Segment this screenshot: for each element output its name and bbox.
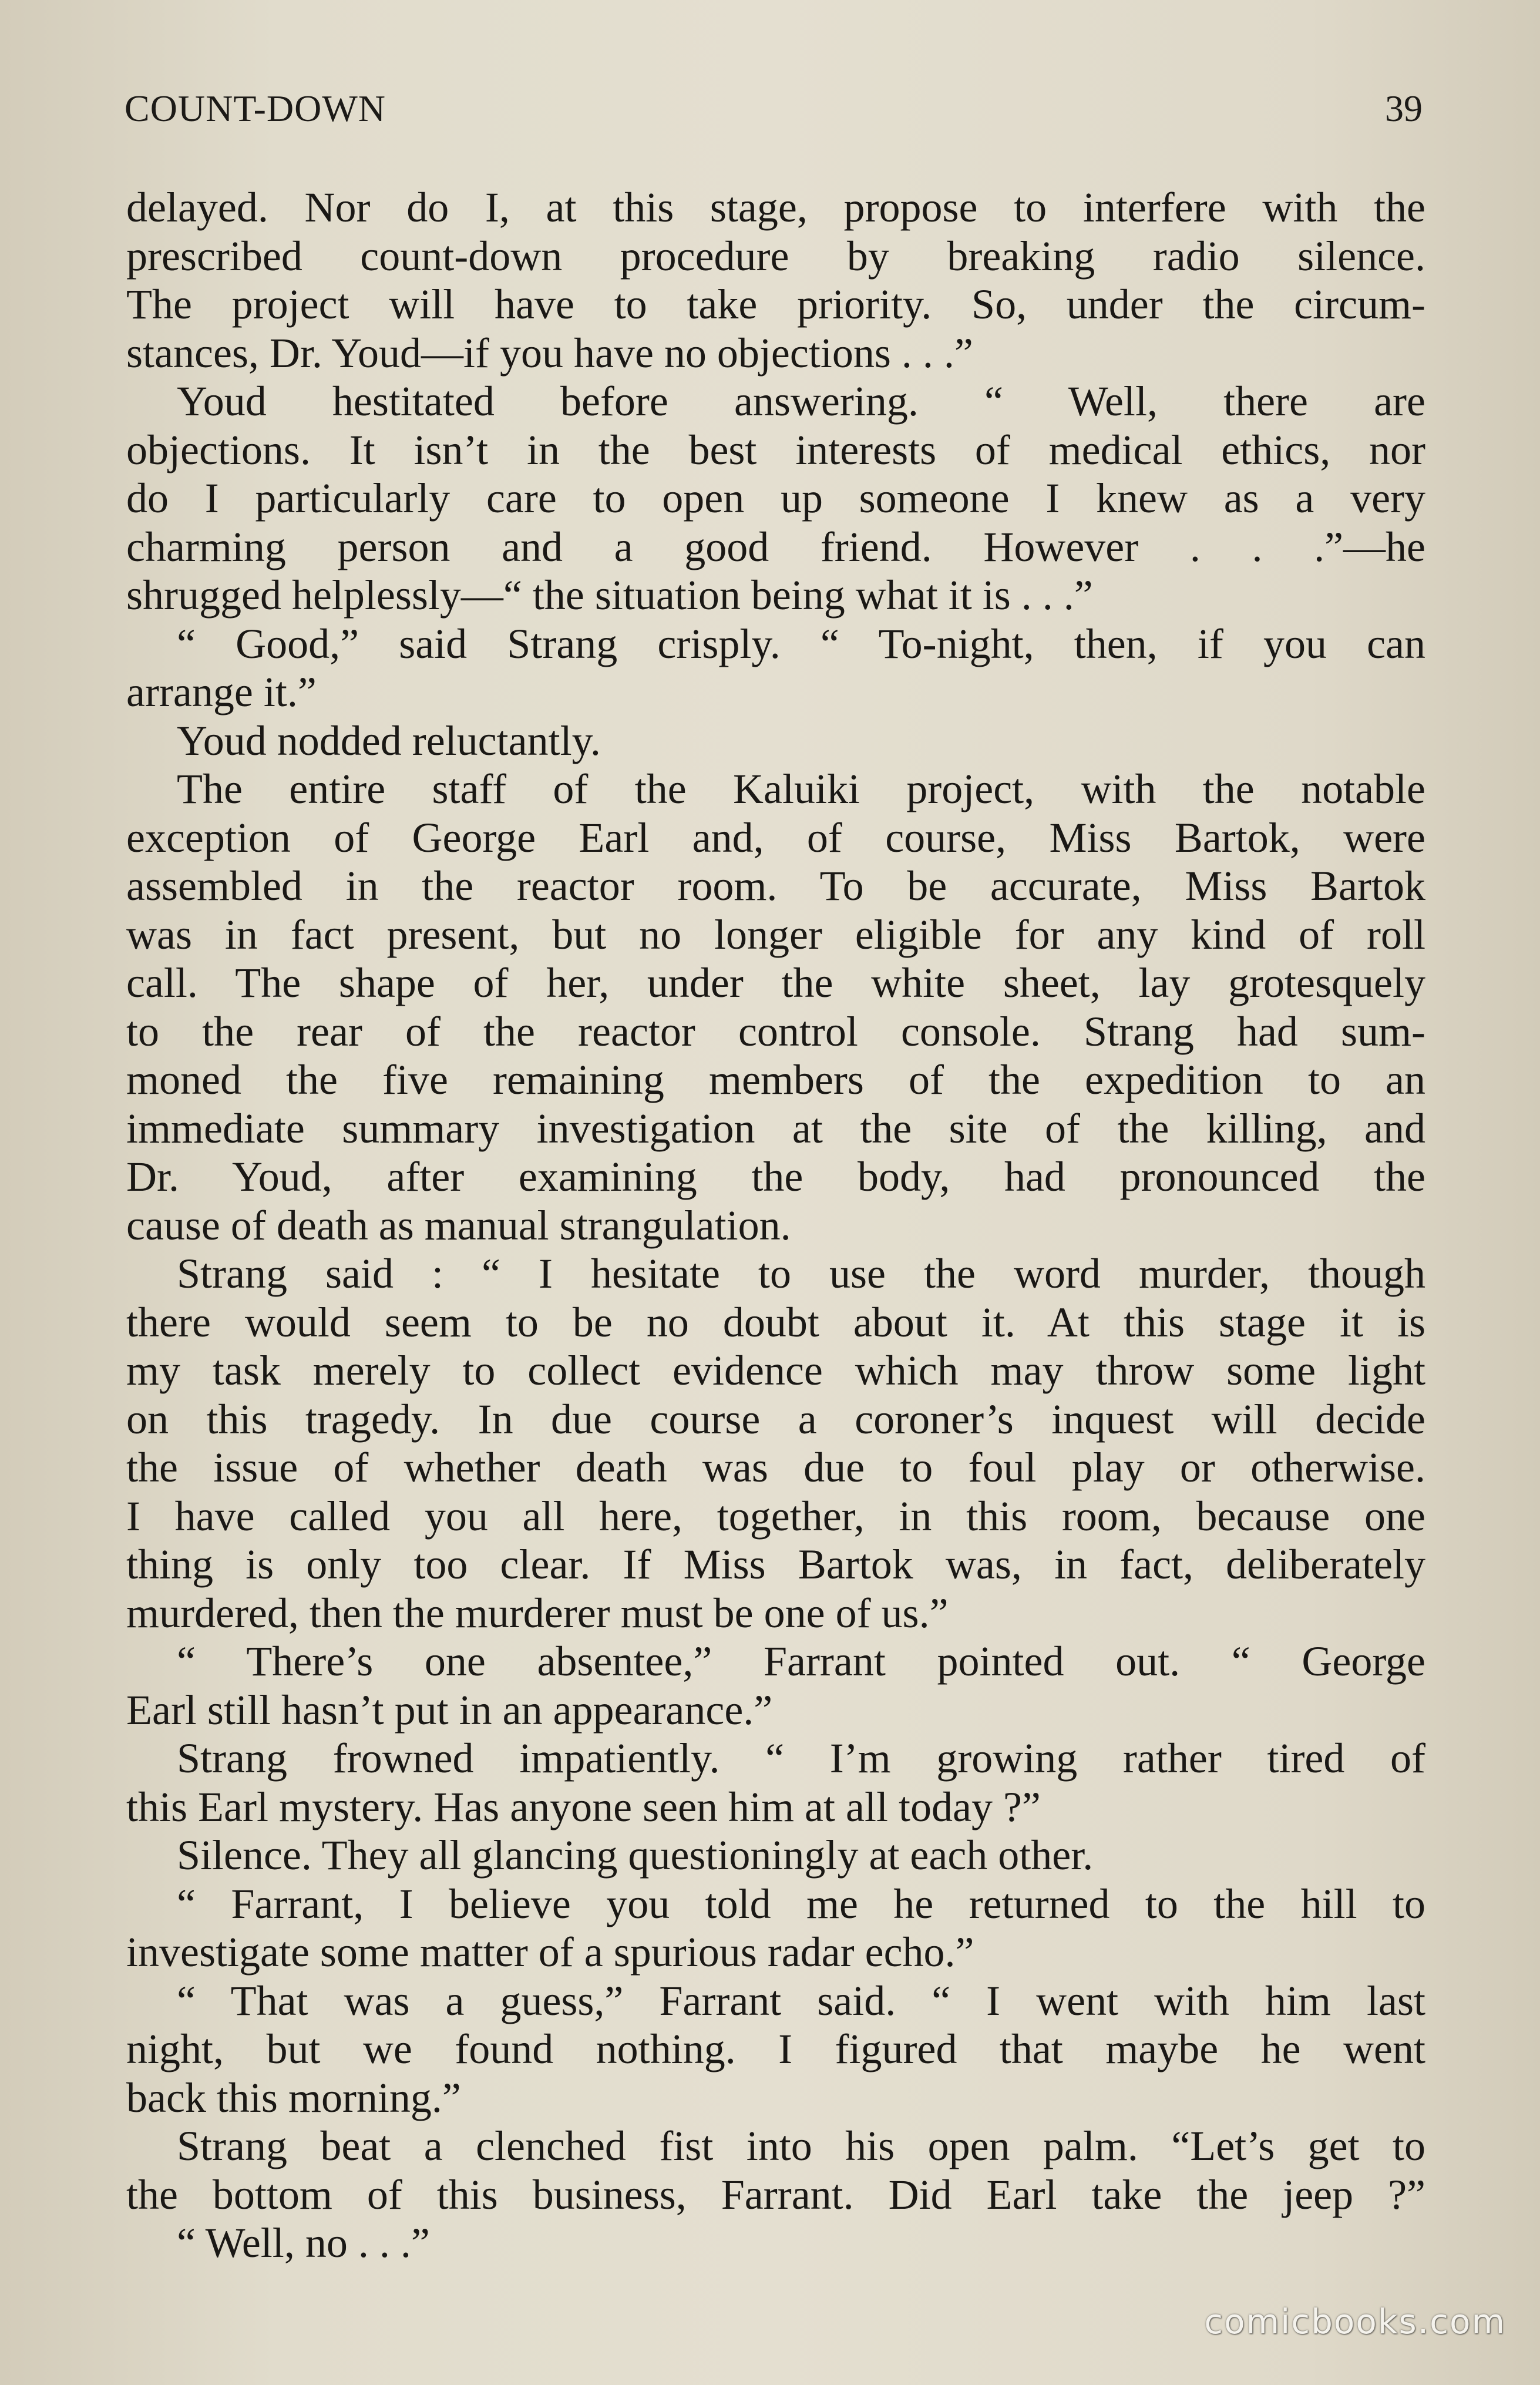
text-line: Silence. They all glancing questioningly at each other. xyxy=(177,1832,1094,1879)
text-line: The project will have to take priority. So, under the circum- xyxy=(126,281,1425,328)
text-line: was in fact present, but no longer eligible for any kind of roll xyxy=(126,911,1425,958)
text-line: the issue of whether death was due to foul play or otherwise. xyxy=(126,1444,1425,1491)
text-line: “ There’s one absentee,” Farrant pointed out. “ George xyxy=(177,1638,1425,1685)
text-line: on this tragedy. In due course a coroner’s inquest will decide xyxy=(126,1395,1425,1443)
text-line: Strang frowned impatiently. “ I’m growing rather tired of xyxy=(177,1735,1425,1782)
text-line: The entire staff of the Kaluiki project, with the notable xyxy=(177,765,1425,812)
text-line: Dr. Youd, after examining the body, had pronounced the xyxy=(126,1153,1425,1200)
text-line: charming person and a good friend. However . . .”—he xyxy=(126,523,1425,570)
text-line: Youd hestitated before answering. “ Well, there are xyxy=(177,378,1425,425)
text-line: night, but we found nothing. I figured that maybe he went xyxy=(126,2025,1425,2072)
page-number: 39 xyxy=(1385,88,1423,129)
text-line: the bottom of this business, Farrant. Did Earl take the jeep ?” xyxy=(126,2171,1425,2218)
text-line: thing is only too clear. If Miss Bartok was, in fact, deliberately xyxy=(126,1541,1425,1588)
text-line: “ Good,” said Strang crisply. “ To-night, then, if you can xyxy=(177,620,1425,667)
body-text xyxy=(126,183,1425,2268)
text-line: there would seem to be no doubt about it. At this stage it is xyxy=(126,1298,1425,1346)
running-head xyxy=(125,87,1423,140)
text-line: investigate some matter of a spurious radar echo.” xyxy=(126,1929,974,1976)
text-line: murdered, then the murderer must be one of us.” xyxy=(126,1589,949,1637)
text-line: this Earl mystery. Has anyone seen him at all today ?” xyxy=(126,1783,1041,1830)
text-line: back this morning.” xyxy=(126,2074,461,2121)
text-line: my task merely to collect evidence which may throw some light xyxy=(126,1347,1425,1394)
text-line: “ Well, no . . .” xyxy=(177,2219,430,2266)
text-line: “ That was a guess,” Farrant said. “ I went with him last xyxy=(177,1977,1425,2024)
watermark-text: comicbooks.com xyxy=(1204,2302,1506,2342)
text-line: call. The shape of her, under the white sheet, lay grotesquely xyxy=(126,959,1425,1006)
text-line: prescribed count-down procedure by breaking radio silence. xyxy=(126,232,1425,280)
text-line: moned the five remaining members of the expedition to an xyxy=(126,1056,1425,1103)
text-line: arrange it.” xyxy=(126,669,317,716)
text-line: I have called you all here, together, in this room, because one xyxy=(126,1492,1425,1540)
text-line: “ Farrant, I believe you told me he returned to the hill to xyxy=(177,1880,1425,1927)
running-head-title: COUNT-DOWN xyxy=(125,88,386,129)
text-line: objections. It isn’t in the best interests of medical ethics, nor xyxy=(126,426,1425,473)
text-line: Youd nodded reluctantly. xyxy=(177,717,601,764)
text-line: shrugged helplessly—“ the situation being what it is . . .” xyxy=(126,572,1093,619)
text-line: do I particularly care to open up someone I knew as a very xyxy=(126,475,1425,522)
text-line: Earl still hasn’t put in an appearance.” xyxy=(126,1686,773,1734)
text-line: exception of George Earl and, of course, Miss Bartok, were xyxy=(126,814,1425,861)
text-line: immediate summary investigation at the site of the killing, and xyxy=(126,1104,1425,1152)
text-line: delayed. Nor do I, at this stage, propose to interfere with the xyxy=(126,184,1425,231)
text-line: cause of death as manual strangulation. xyxy=(126,1201,791,1249)
text-line: to the rear of the reactor control console. Strang had sum- xyxy=(126,1007,1425,1055)
text-line: Strang said : “ I hesitate to use the word murder, though xyxy=(177,1250,1425,1297)
text-line: assembled in the reactor room. To be accurate, Miss Bartok xyxy=(126,862,1425,909)
text-line: stances, Dr. Youd—if you have no objections . . .” xyxy=(126,329,973,377)
text-line: Strang beat a clenched fist into his open palm. “Let’s get to xyxy=(177,2122,1425,2169)
